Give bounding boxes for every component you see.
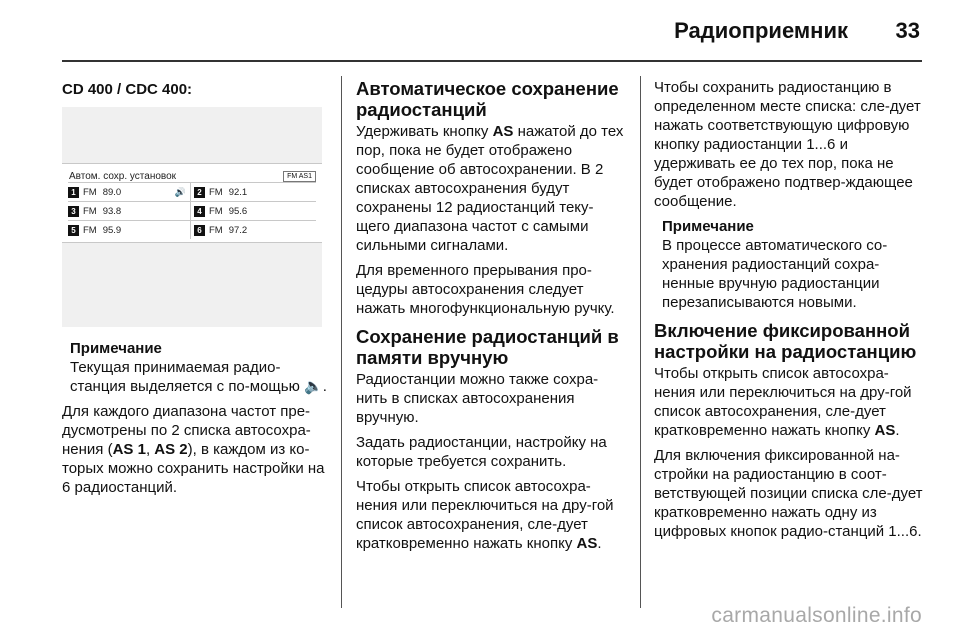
- station-cell-5: [68, 221, 190, 239]
- note-block: [654, 217, 926, 312]
- station-freq: 89.0: [102, 186, 122, 198]
- station-cell-3: [68, 202, 190, 220]
- station-cell-6: [190, 221, 316, 239]
- paragraph: Для каждого диапазона частот пре-дусмотрены по 2 списка автосохра-нения (AS 1, AS 2), в каждом из ко-торых можно сохранить настройки на 6 радиостанций.: [62, 403, 325, 496]
- station-number: 6: [194, 225, 205, 236]
- station-band: FM: [209, 224, 223, 236]
- middle-column: [356, 78, 626, 559]
- paragraph: Чтобы сохранить радиостанцию в определенном месте списка: сле-дует нажать соответствующую цифровую кнопку радиостанции 1...6 и удерживать ее до тех пор, пока не будет отображено подтвер-ждающее сообщение.: [654, 79, 921, 210]
- header-rule: [62, 60, 922, 62]
- paragraph: Задать радиостанции, настройку на которые требуется сохранить.: [356, 434, 607, 470]
- station-freq: 95.9: [102, 224, 122, 236]
- display-title: Автом. сохр. установок: [69, 171, 177, 182]
- station-freq: 92.1: [228, 186, 248, 198]
- station-band: FM: [83, 205, 97, 217]
- station-grid: [68, 182, 316, 239]
- station-number: 5: [68, 225, 79, 236]
- paragraph: Для временного прерывания про-цедуры автосохранения следует нажать многофункциональную ручку.: [356, 262, 615, 317]
- station-number: 4: [194, 206, 205, 217]
- page-number: 33: [895, 18, 920, 43]
- speaker-icon: 🔈: [304, 378, 323, 395]
- station-band: FM: [209, 205, 223, 217]
- station-row: [68, 201, 316, 220]
- right-column: [654, 78, 926, 547]
- note-text: Текущая принимаемая радио-станция выделяется с по-мощью 🔈.: [70, 359, 327, 395]
- radio-display-screen: [62, 163, 322, 243]
- station-band: FM: [209, 186, 223, 198]
- paragraph: Удерживать кнопку AS нажатой до тех пор, пока не будет отображено сообщение об автосохранении. В 2 списках автосохранения будут сохранены 12 радиостанций теку-щего диапазона частот с самыми сильными сигналами.: [356, 123, 624, 254]
- page-header-title: Радиоприемник: [674, 18, 848, 43]
- station-row: [68, 182, 316, 201]
- station-cell-4: [190, 202, 316, 220]
- note-block: [62, 339, 328, 396]
- note-text: В процессе автоматического со-хранения радиостанций сохра-ненные вручную радиостанции перезаписываются новыми.: [662, 237, 888, 311]
- radio-display-figure: [62, 107, 322, 327]
- station-cell-1: [68, 183, 190, 201]
- column-divider-2: [640, 76, 641, 608]
- station-row: [68, 220, 316, 239]
- section-heading: Включение фиксированной настройки на радиостанцию: [654, 320, 917, 362]
- section-heading: Автоматическое сохранение радиостанций: [356, 78, 619, 120]
- watermark: carmanualsonline.info: [711, 604, 922, 627]
- left-column: [62, 80, 328, 503]
- station-band: FM: [83, 224, 97, 236]
- station-number: 3: [68, 206, 79, 217]
- station-freq: 93.8: [102, 205, 122, 217]
- station-number: 1: [68, 187, 79, 198]
- paragraph: Чтобы открыть список автосохра-нения или переключиться на дру-гой список автосохранения, сле-дует кратковременно нажать кнопку AS.: [356, 478, 614, 552]
- paragraph: Чтобы открыть список автосохра-нения или переключиться на дру-гой список автосохранения, сле-дует кратковременно нажать кнопку AS.: [654, 365, 912, 439]
- note-title: Примечание: [662, 218, 754, 235]
- paragraph: Радиостанции можно также сохра-нить в списках автосохранения вручную.: [356, 371, 599, 426]
- display-list-tag: FM AS1: [283, 171, 316, 182]
- note-title: Примечание: [70, 340, 162, 357]
- station-band: FM: [83, 186, 97, 198]
- section-heading: Сохранение радиостанций в памяти вручную: [356, 326, 619, 368]
- station-cell-2: [190, 183, 316, 201]
- model-heading: CD 400 / CDC 400:: [62, 81, 193, 98]
- station-freq: 97.2: [228, 224, 248, 236]
- speaker-icon: 🔊: [174, 186, 186, 197]
- paragraph: Для включения фиксированной на-стройки на радиостанцию в соот-ветствующей позиции списка сле-дует кратковременно нажать одну из цифровых кнопок радио-станций 1...6.: [654, 447, 923, 540]
- station-number: 2: [194, 187, 205, 198]
- column-divider-1: [341, 76, 342, 608]
- station-freq: 95.6: [228, 205, 248, 217]
